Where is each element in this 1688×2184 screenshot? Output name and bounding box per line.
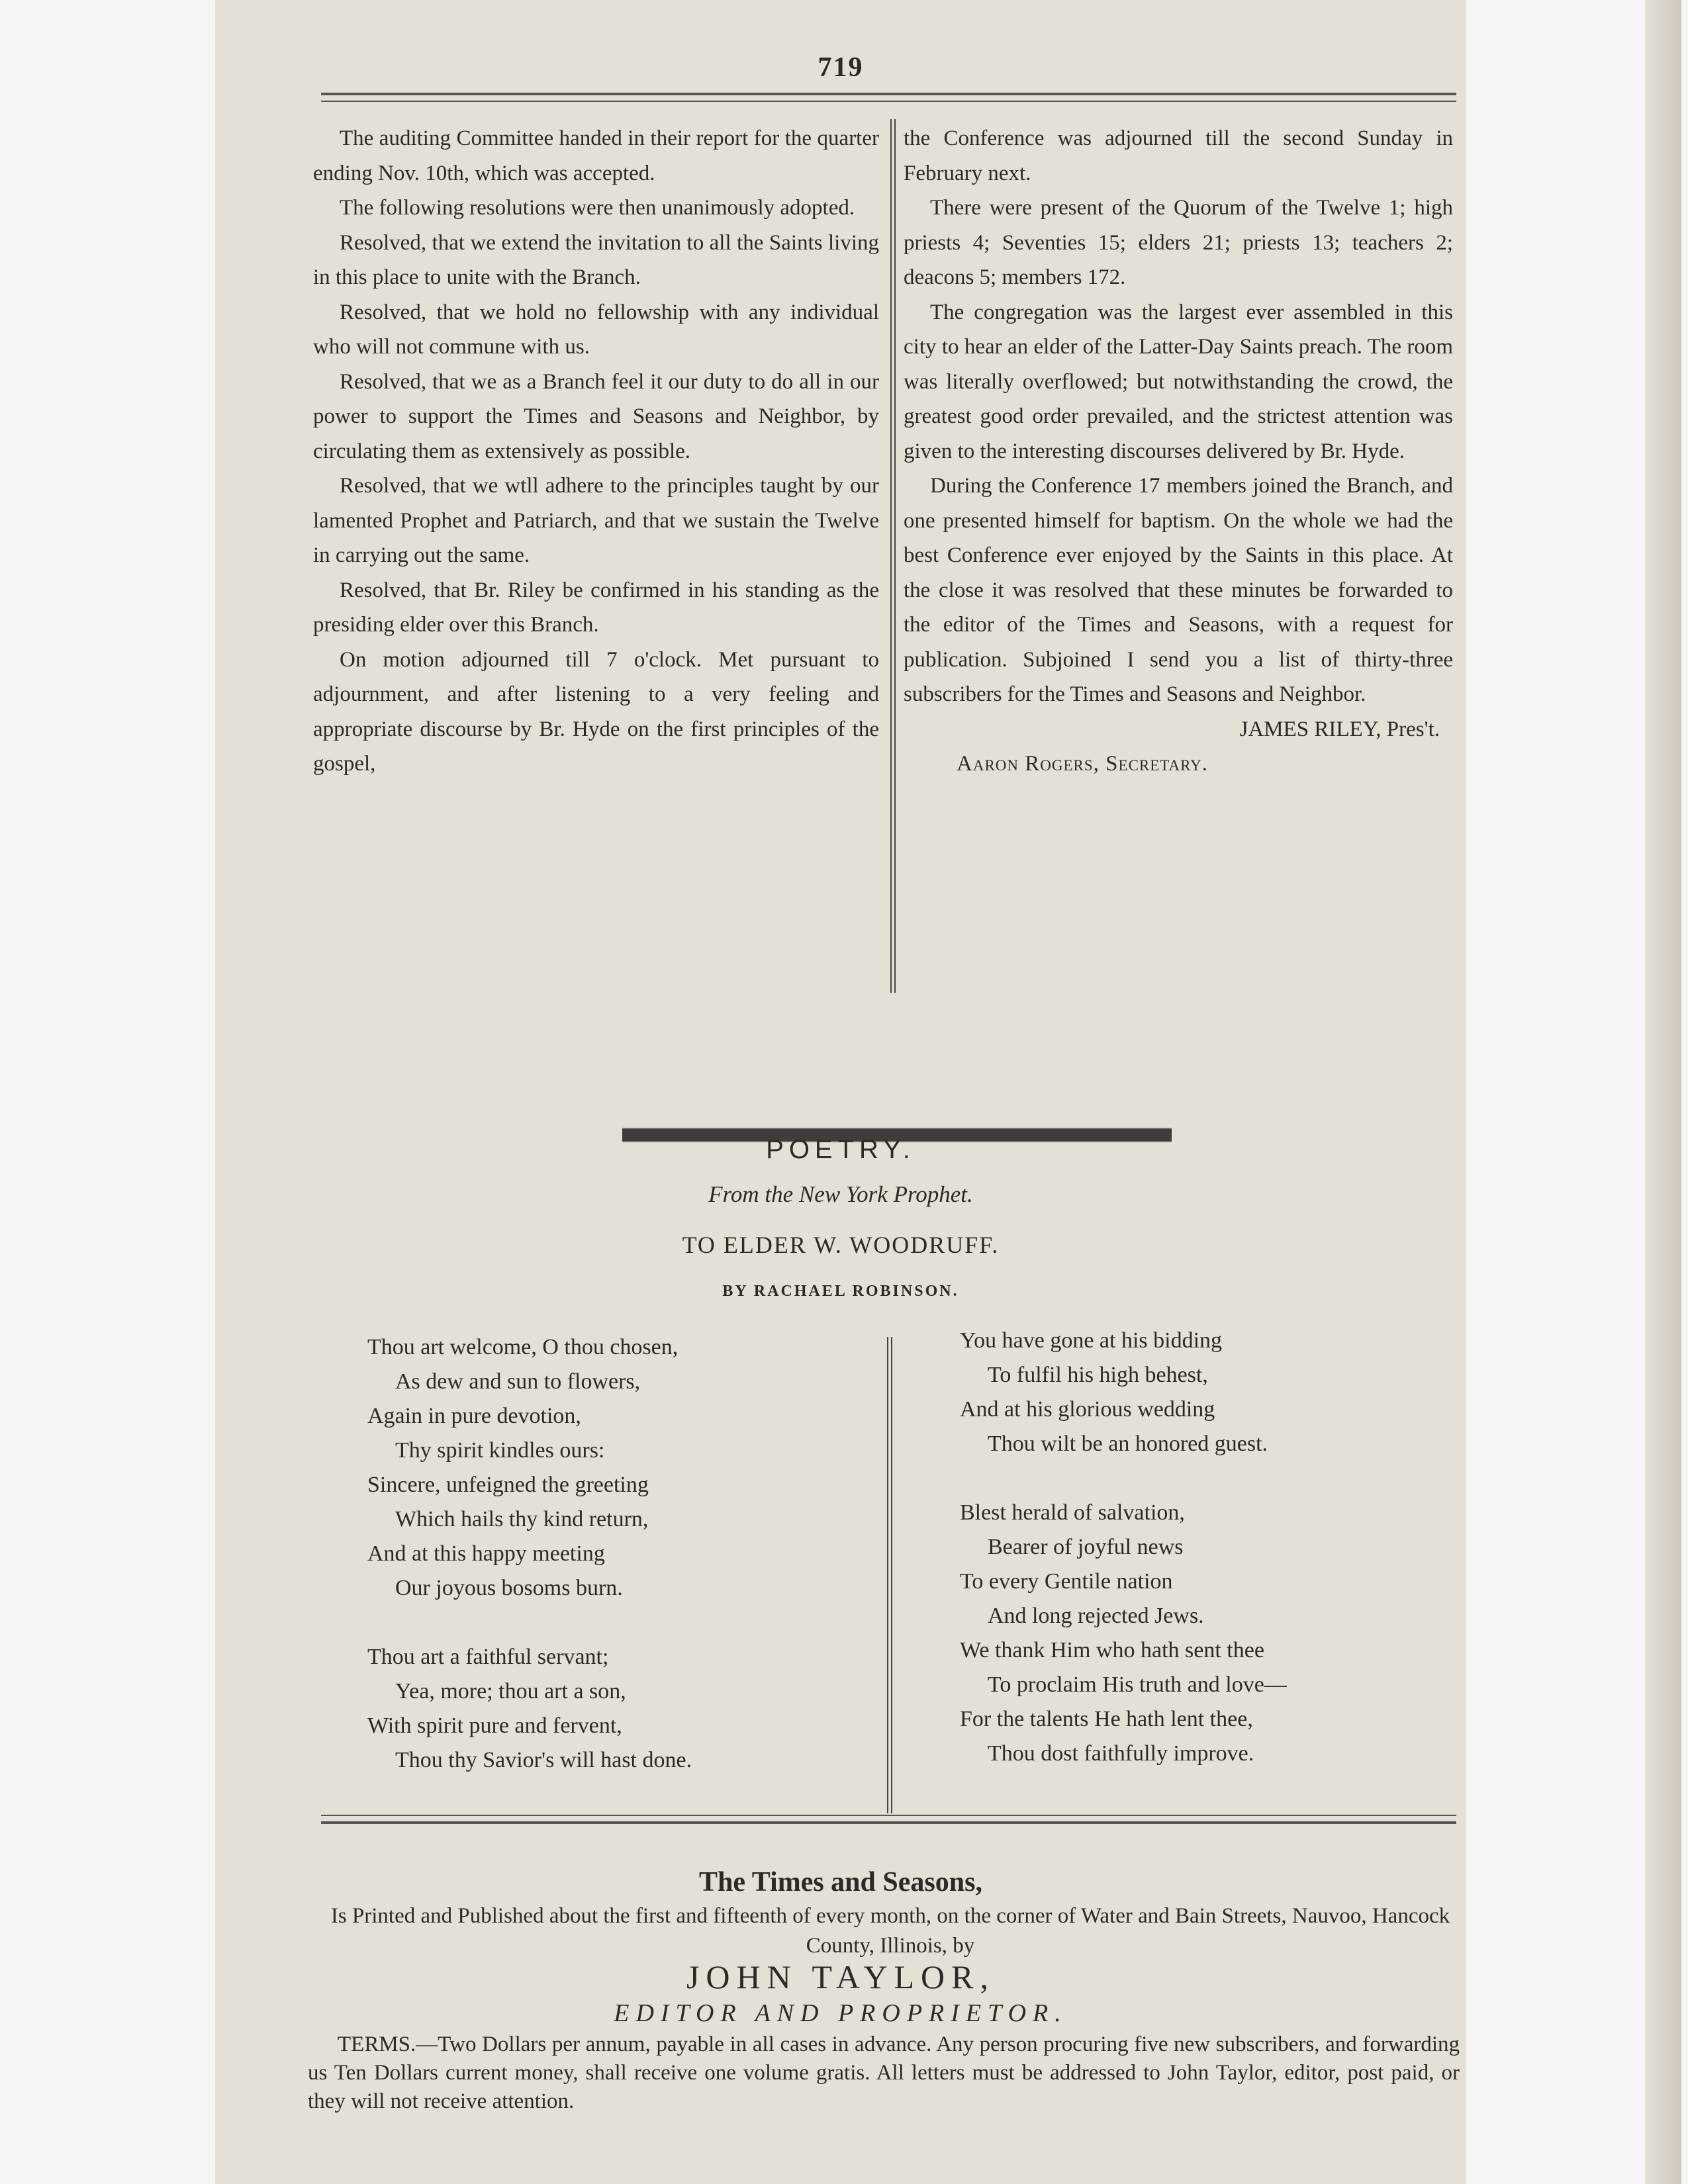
terms-text: TERMS.—Two Dollars per annum, payable in all cases in advance. Any person procuring five new subscribers, and forwarding us Ten Dollars current money, shall receive one volume gratis. All letters must be addressed to John Taylor, editor, post paid, or they will not receive attention. bbox=[308, 2032, 1460, 2113]
poem-line: To proclaim His truth and love— bbox=[988, 1672, 1287, 1697]
imprint-text: Is Printed and Published about the first and fifteenth of every month, on the corner of Water and Bain Streets, Nauvoo, Hancock County, Illinois, by bbox=[330, 1904, 1450, 1958]
poem-left-column bbox=[367, 1330, 692, 1812]
poem-line: Which hails thy kind return, bbox=[395, 1507, 649, 1531]
page-number: 719 bbox=[818, 52, 864, 83]
poem-line: Thou art a faithful servant; bbox=[367, 1645, 609, 1669]
poem-stanza bbox=[960, 1324, 1287, 1461]
article-paragraph: The auditing Committee handed in their report for the quarter ending Nov. 10th, which was accepted. bbox=[313, 126, 879, 185]
article-left-column bbox=[313, 121, 879, 782]
article-paragraph: Resolved, that we hold no fellowship with any individual who will not commune with us. bbox=[313, 300, 879, 359]
article-paragraph: On motion adjourned till 7 o'clock. Met pursuant to adjournment, and after listening to a very feeling and appropriate discourse by Br. Hyde on the first principles of the gospel, bbox=[313, 647, 879, 776]
poetry-heading bbox=[215, 1135, 1466, 1165]
poem-line: And at this happy meeting bbox=[367, 1541, 605, 1566]
poem-stanza bbox=[960, 1496, 1287, 1771]
terms-block bbox=[308, 2030, 1460, 2116]
poem-line: Thou wilt be an honored guest. bbox=[988, 1432, 1268, 1456]
poem-line: Sincere, unfeigned the greeting bbox=[367, 1473, 649, 1497]
poem-line: And long rejected Jews. bbox=[988, 1604, 1204, 1628]
imprint-title: The Times and Seasons, bbox=[699, 1867, 982, 1897]
poem-line: Bearer of joyful news bbox=[988, 1535, 1184, 1559]
article-paragraph: the Conference was adjourned till the second Sunday in February next. bbox=[904, 126, 1453, 185]
poem-line: Our joyous bosoms burn. bbox=[395, 1576, 623, 1600]
poem-line: Thou dost faithfully improve. bbox=[988, 1741, 1254, 1766]
newspaper-page bbox=[215, 0, 1466, 2184]
scan-background-left bbox=[0, 0, 215, 2184]
poem-line: To fulfil his high behest, bbox=[988, 1363, 1208, 1387]
article-paragraph: Resolved, that Br. Riley be confirmed in his standing as the presiding elder over this Branch. bbox=[313, 578, 879, 637]
poem-line: You have gone at his bidding bbox=[960, 1328, 1223, 1353]
poem-line: With spirit pure and fervent, bbox=[367, 1713, 622, 1738]
poem-stanza bbox=[367, 1640, 692, 1778]
poem-line: As dew and sun to flowers, bbox=[395, 1369, 641, 1394]
imprint-role: EDITOR AND PROPRIETOR. bbox=[614, 1999, 1068, 2027]
bottom-double-rule bbox=[321, 1815, 1456, 1824]
signature-president: JAMES RILEY, Pres't. bbox=[1239, 717, 1440, 741]
poem-line: Yea, more; thou art a son, bbox=[395, 1679, 626, 1704]
poem-right-column bbox=[960, 1324, 1287, 1805]
article-right-column bbox=[904, 121, 1453, 782]
poem-line: For the talents He hath lent thee, bbox=[960, 1707, 1253, 1731]
imprint-name: JOHN TAYLOR, bbox=[686, 1958, 996, 1995]
article-paragraph: The following resolutions were then unanimously adopted. bbox=[340, 196, 855, 220]
poem-line: And at his glorious wedding bbox=[960, 1397, 1215, 1422]
poetry-heading-text: POETRY. bbox=[766, 1135, 915, 1164]
poem-line: Thy spirit kindles ours: bbox=[395, 1438, 605, 1463]
poem-line: Thou art welcome, O thou chosen, bbox=[367, 1335, 679, 1359]
poem-line: We thank Him who hath sent thee bbox=[960, 1638, 1264, 1662]
article-paragraph: The congregation was the largest ever assembled in this city to hear an elder of the Latter-Day Saints preach. The room was literally overflowed; but notwithstanding the crowd, the greatest good order prevailed, and the strictest attention was given to the interesting discourses delivered by Br. Hyde. bbox=[904, 300, 1453, 463]
page-edge-shadow bbox=[1645, 0, 1681, 2184]
poem-author: BY RACHAEL ROBINSON. bbox=[722, 1283, 959, 1300]
poem-line: Blest herald of salvation, bbox=[960, 1500, 1185, 1525]
poem-source: From the New York Prophet. bbox=[708, 1181, 973, 1207]
signature-secretary: Aaron Rogers, Secretary. bbox=[957, 752, 1209, 776]
article-paragraph: Resolved, that we as a Branch feel it our duty to do all in our power to support the Times and Seasons and Neighbor, by circulating them as extensively as possible. bbox=[313, 369, 879, 463]
article-paragraph: There were present of the Quorum of the Twelve 1; high priests 4; Seventies 15; elders 21; priests 13; teachers 2; deacons 5; members 172. bbox=[904, 196, 1453, 289]
poem-line: To every Gentile nation bbox=[960, 1569, 1173, 1594]
article-column-divider bbox=[890, 119, 896, 993]
top-double-rule bbox=[321, 93, 1456, 102]
article-paragraph: During the Conference 17 members joined the Branch, and one presented himself for baptism. On the whole we had the best Conference ever enjoyed by the Saints in this place. At the close it was resolved that these minutes be forwarded to the editor of the Times and Seasons, with a request for publication. Subjoined I send you a list of thirty-three subscribers for the Times and Seasons and Neighbor. bbox=[904, 474, 1453, 706]
poem-line: Again in pure devotion, bbox=[367, 1404, 581, 1428]
article-paragraph: Resolved, that we extend the invitation to all the Saints living in this place to unite with the Branch. bbox=[313, 230, 879, 289]
article-paragraph: Resolved, that we wtll adhere to the principles taught by our lamented Prophet and Patriarch, and that we sustain the Twelve in carrying out the same. bbox=[313, 474, 879, 567]
poem-title: TO ELDER W. WOODRUFF. bbox=[682, 1232, 1000, 1258]
poem-line: Thou thy Savior's will hast done. bbox=[395, 1748, 692, 1772]
poem-stanza bbox=[367, 1330, 692, 1606]
poem-column-divider bbox=[887, 1337, 892, 1813]
